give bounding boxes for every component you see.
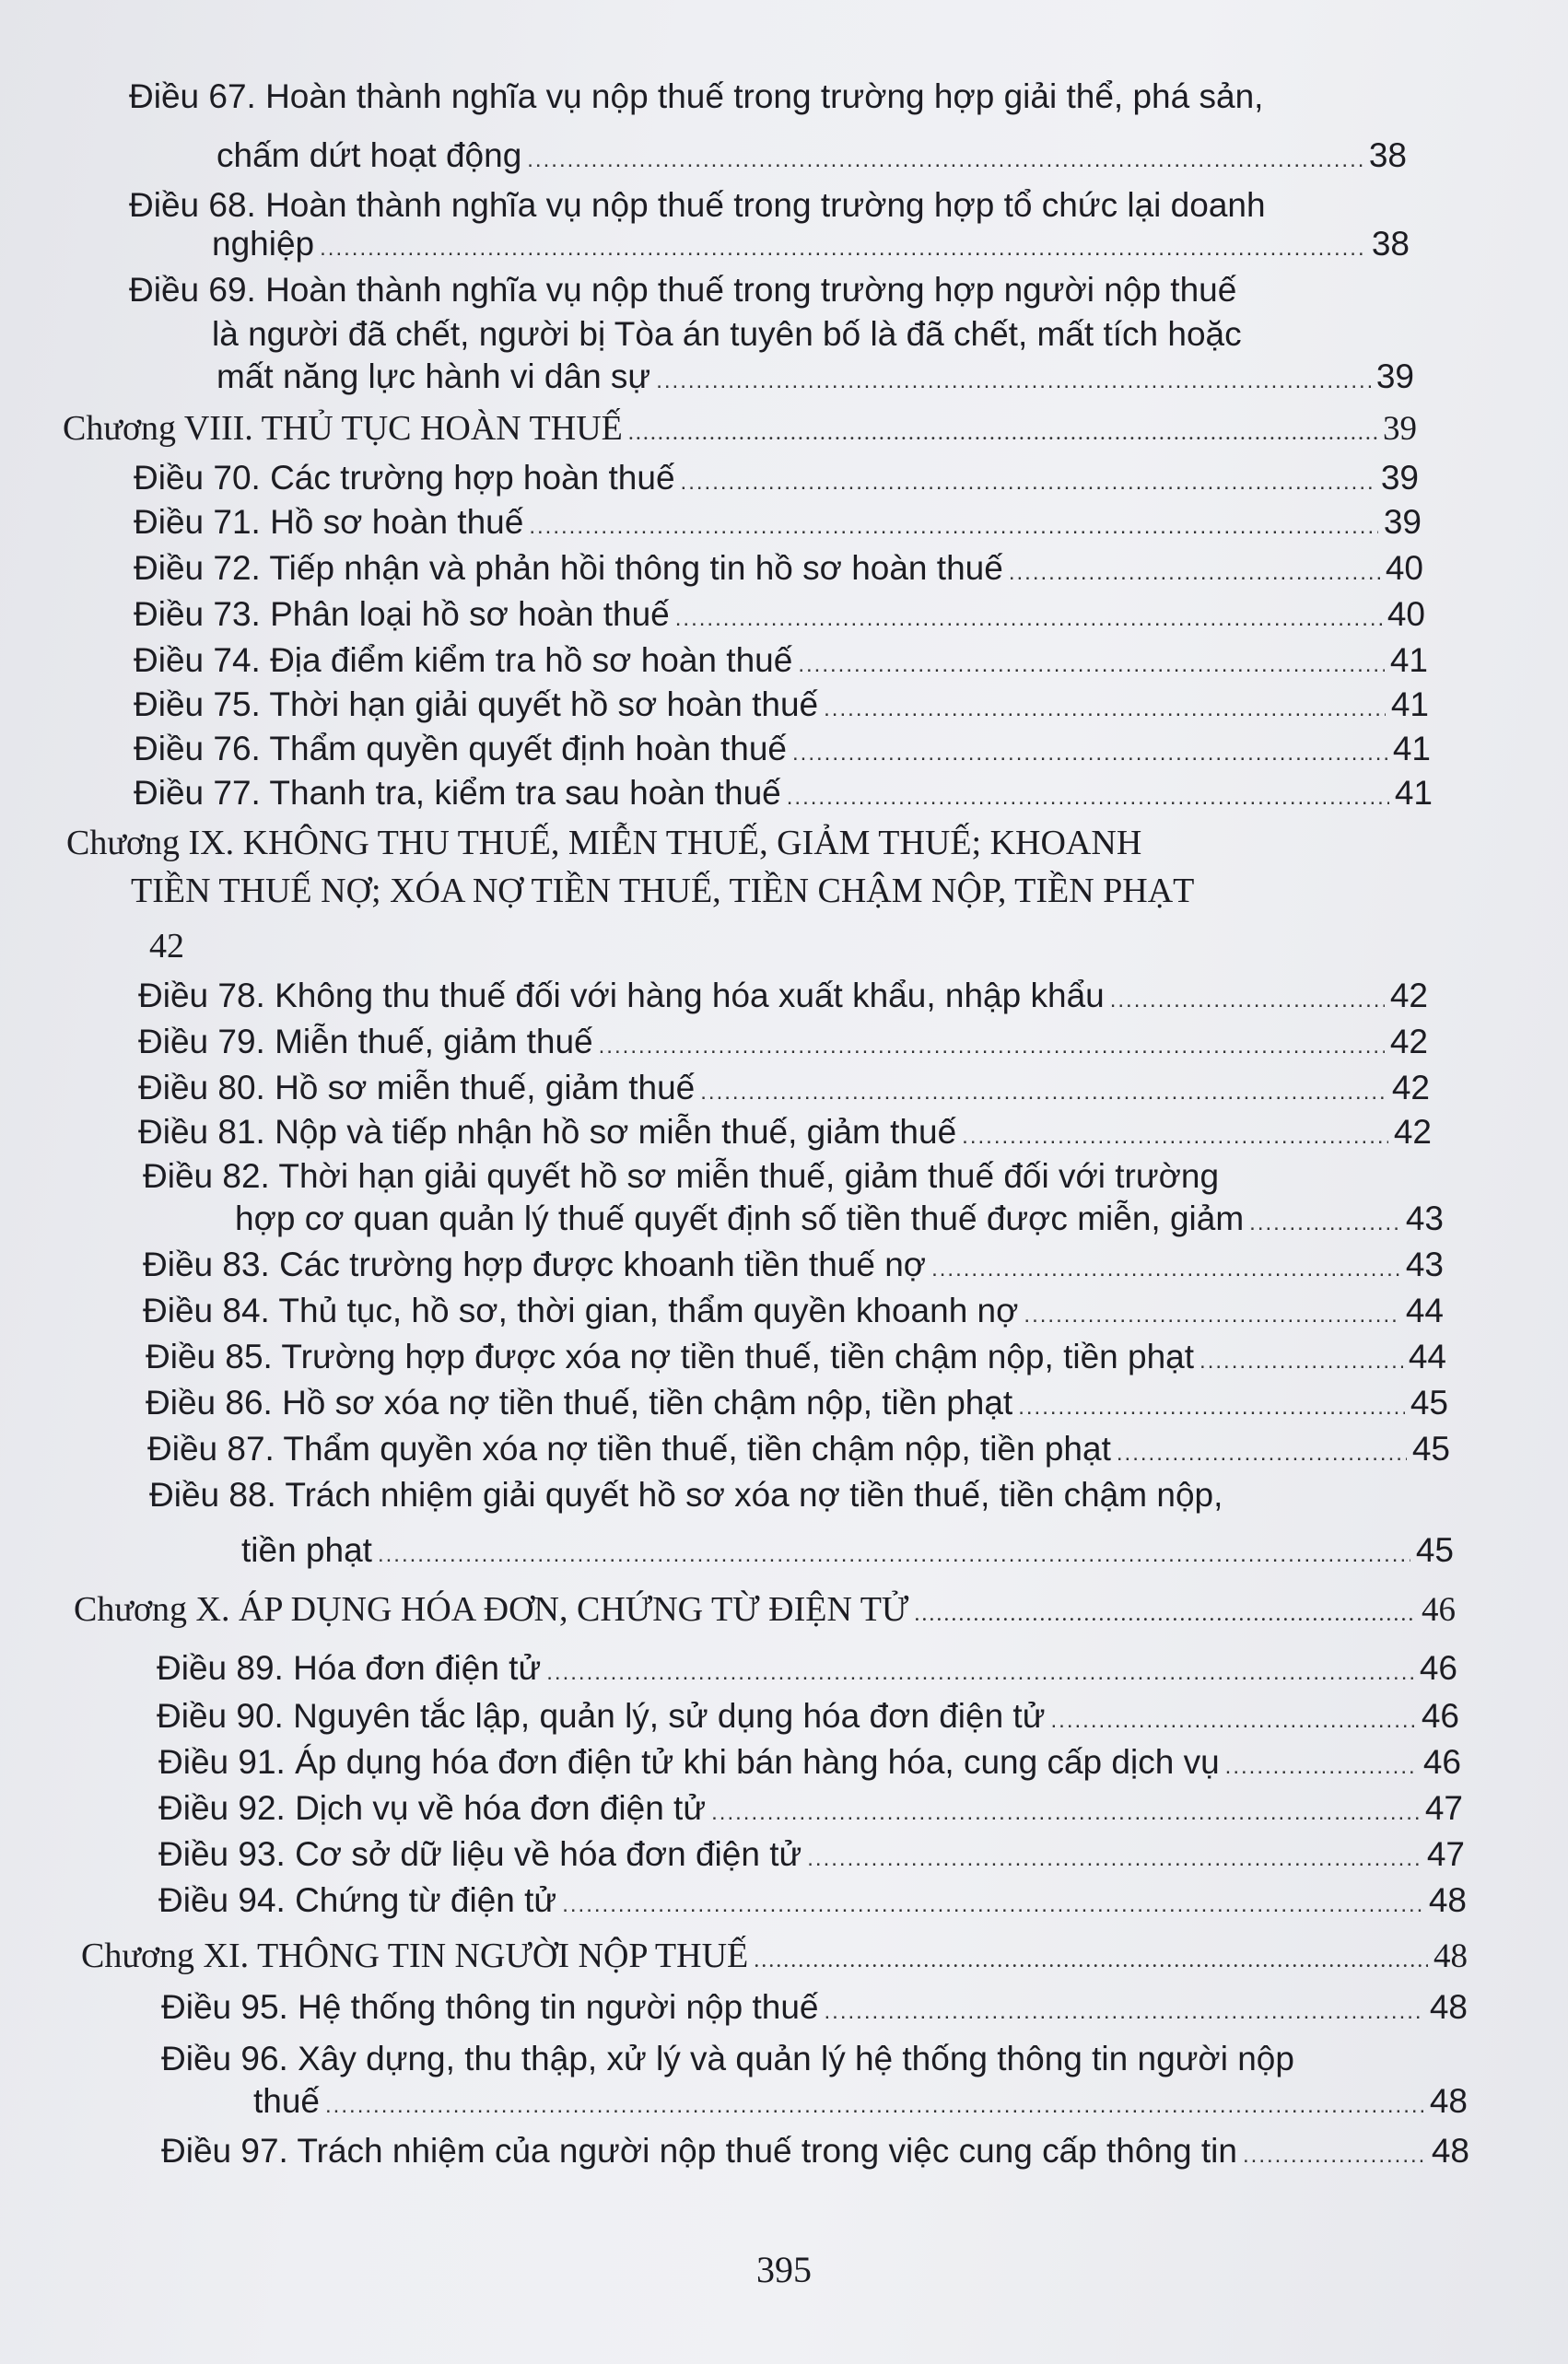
- toc-entry-text: Điều 76. Thẩm quyền quyết định hoàn thuế: [134, 730, 787, 767]
- dot-leader: [529, 506, 1378, 548]
- dot-leader: [675, 598, 1382, 640]
- toc-entry-text: Điều 85. Trường hợp được xóa nợ tiền thuế, tiền chậm nộp, tiền phạt: [146, 1338, 1195, 1375]
- toc-entry-text: Điều 77. Thanh tra, kiểm tra sau hoàn thuế: [134, 774, 781, 812]
- toc-entry-page: 41: [1394, 774, 1433, 812]
- toc-entry-page: 47: [1426, 1835, 1465, 1873]
- toc-entry: [146, 1336, 1446, 1383]
- chapter-title: Chương IX. KHÔNG THU THUẾ, MIỄN THUẾ, GIẢM THUẾ; KHOANH: [66, 824, 1142, 862]
- toc-entry: [134, 684, 1429, 731]
- chapter-title: Chương XI. THÔNG TIN NGƯỜI NỘP THUẾ: [81, 1937, 749, 1975]
- toc-entry-page: 42: [1389, 977, 1428, 1014]
- toc-entry-text: Điều 81. Nộp và tiếp nhận hồ sơ miễn thuế, giảm thuế: [138, 1113, 957, 1151]
- toc-entry-text: Điều 68. Hoàn thành nghĩa vụ nộp thuế trong trường hợp tổ chức lại doanh: [129, 186, 1266, 224]
- toc-entry-page: 43: [1405, 1246, 1444, 1283]
- toc-entry-page: 46: [1422, 1743, 1461, 1781]
- toc-entry-text: Điều 88. Trách nhiệm giải quyết hồ sơ xóa nợ tiền thuế, tiền chậm nộp,: [149, 1476, 1223, 1514]
- dot-leader: [700, 1071, 1387, 1114]
- chapter-page: 46: [1422, 1591, 1456, 1629]
- toc-entry: [134, 772, 1433, 819]
- dot-leader: [754, 1939, 1428, 1982]
- chapter-page: 42: [149, 927, 184, 965]
- dot-leader: [824, 688, 1386, 731]
- toc-entry-page: 42: [1389, 1023, 1428, 1060]
- toc-entry: [241, 1529, 1454, 1576]
- toc-entry: [138, 1067, 1430, 1114]
- toc-entry-text: Điều 80. Hồ sơ miễn thuế, giảm thuế: [138, 1069, 696, 1106]
- toc-entry: [143, 1244, 1444, 1291]
- toc-entry-page: 38: [1368, 136, 1407, 174]
- toc-entry-text: Điều 71. Hồ sơ hoàn thuế: [134, 503, 524, 541]
- toc-entry-page: 38: [1371, 225, 1410, 263]
- dot-leader: [325, 2085, 1424, 2127]
- dot-leader: [378, 1534, 1410, 1576]
- dot-leader: [628, 412, 1377, 454]
- toc-entry-text: Điều 74. Địa điểm kiểm tra hồ sơ hoàn thuế: [134, 641, 793, 679]
- dot-leader: [1199, 1340, 1403, 1383]
- toc-entry-page: 40: [1387, 595, 1425, 633]
- toc-entry-page: 41: [1390, 685, 1429, 723]
- dot-leader: [527, 139, 1363, 181]
- toc-entry: [138, 975, 1428, 1022]
- toc-entry: [149, 1474, 1384, 1516]
- toc-entry-page: 41: [1389, 641, 1428, 679]
- toc-entry: [134, 501, 1422, 548]
- toc-entry-text: Điều 96. Xây dựng, thu thập, xử lý và quản lý hệ thống thông tin người nộp: [161, 2040, 1294, 2077]
- toc-entry: [138, 1111, 1432, 1158]
- toc-entry-page: 39: [1375, 357, 1414, 395]
- toc-entry: [134, 547, 1423, 594]
- toc-entry-text: Điều 79. Miễn thuế, giảm thuế: [138, 1023, 593, 1060]
- dot-leader: [1225, 1746, 1418, 1788]
- chapter-heading: [149, 925, 333, 967]
- toc-entry-page: 48: [1431, 2132, 1469, 2170]
- dot-leader: [656, 360, 1371, 403]
- dot-leader: [1050, 1700, 1415, 1742]
- toc-entry-text: Điều 97. Trách nhiệm của người nộp thuế trong việc cung cấp thông tin: [161, 2132, 1237, 2170]
- toc-entry-text: hợp cơ quan quản lý thuế quyết định số tiền thuế được miễn, giảm: [235, 1200, 1245, 1237]
- toc-entry-page: 42: [1391, 1069, 1430, 1106]
- toc-entry-text: Điều 92. Dịch vụ về hóa đơn điện tử: [158, 1789, 707, 1827]
- toc-entry: [129, 269, 1382, 311]
- toc-entry-text: Điều 75. Thời hạn giải quyết hồ sơ hoàn thuế: [134, 685, 819, 723]
- toc-entry-page: 45: [1415, 1531, 1454, 1569]
- chapter-heading: [66, 822, 1375, 864]
- dot-leader: [320, 228, 1366, 270]
- toc-entry: [216, 135, 1407, 181]
- toc-entry-text: tiền phạt: [241, 1531, 372, 1569]
- dot-leader: [1018, 1387, 1405, 1429]
- toc-entry-text: Điều 94. Chứng từ điện tử: [158, 1881, 557, 1919]
- toc-entry-page: 48: [1428, 1881, 1467, 1919]
- toc-entry-page: 48: [1429, 1988, 1468, 2026]
- toc-entry: [134, 728, 1431, 775]
- toc-entry-text: Điều 82. Thời hạn giải quyết hồ sơ miễn thuế, giảm thuế đối với trường: [143, 1157, 1220, 1195]
- chapter-heading: [74, 1588, 1456, 1635]
- toc-entry-text: Điều 83. Các trường hợp được khoanh tiền thuế nợ: [143, 1246, 927, 1283]
- toc-entry: [143, 1155, 1340, 1198]
- dot-leader: [1110, 979, 1385, 1022]
- toc-entry: [158, 1879, 1467, 1926]
- toc-entry-text: Điều 89. Hóa đơn điện tử: [157, 1649, 542, 1687]
- toc-entry-text: Điều 73. Phân loại hồ sơ hoàn thuế: [134, 595, 670, 633]
- toc-entry-text: Điều 91. Áp dụng hóa đơn điện tử khi bán hàng hóa, cung cấp dịch vụ: [158, 1743, 1220, 1781]
- dot-leader: [599, 1025, 1385, 1068]
- toc-entry-text: Điều 70. Các trường hợp hoàn thuế: [134, 459, 675, 497]
- toc-entry-page: 44: [1408, 1338, 1446, 1375]
- toc-entry: [129, 76, 1382, 118]
- toc-entry: [134, 593, 1425, 640]
- toc-entry-page: 46: [1421, 1697, 1459, 1735]
- toc-entry-text: Điều 67. Hoàn thành nghĩa vụ nộp thuế trong trường hợp giải thể, phá sản,: [129, 77, 1264, 115]
- toc-entry: [147, 1428, 1450, 1475]
- toc-entry-page: 43: [1405, 1200, 1444, 1237]
- toc-entry-text: Điều 86. Hồ sơ xóa nợ tiền thuế, tiền chậm nộp, tiền phạt: [146, 1384, 1013, 1422]
- toc-entry-page: 44: [1405, 1292, 1444, 1329]
- toc-entry-text: mất năng lực hành vi dân sự: [216, 357, 651, 395]
- dot-leader: [798, 644, 1385, 686]
- chapter-page: 39: [1383, 410, 1417, 448]
- toc-entry: [161, 1992, 1414, 2077]
- chapter-heading: [63, 407, 1417, 454]
- dot-leader: [1243, 2135, 1426, 2177]
- toc-entry: [235, 1198, 1444, 1245]
- toc-entry-page: 39: [1380, 459, 1419, 497]
- toc-entry: [138, 1021, 1428, 1068]
- page-number: 395: [756, 2249, 812, 2290]
- toc-entry-page: 45: [1410, 1384, 1448, 1422]
- toc-entry-text: là người đã chết, người bị Tòa án tuyên bố là đã chết, mất tích hoặc: [212, 315, 1242, 353]
- chapter-heading: [81, 1935, 1468, 1982]
- dot-leader: [807, 1838, 1422, 1880]
- chapter-heading: [131, 870, 1393, 912]
- dot-leader: [787, 777, 1389, 819]
- toc-entry: [143, 1290, 1444, 1337]
- chapter-title: Chương VIII. THỦ TỤC HOÀN THUẾ: [63, 409, 623, 448]
- toc-entry-page: 40: [1385, 549, 1423, 587]
- toc-entry: [157, 1695, 1459, 1742]
- toc-entry: [134, 457, 1419, 504]
- toc-entry: [158, 1787, 1463, 1834]
- toc-entry: [157, 1647, 1457, 1694]
- toc-entry: [158, 1741, 1461, 1788]
- toc-entry: [146, 1382, 1448, 1429]
- toc-entry: [212, 223, 1410, 270]
- chapter-title: TIỀN THUẾ NỢ; XÓA NỢ TIỀN THUẾ, TIỀN CHẬM NỘP, TIỀN PHẠT: [131, 872, 1195, 910]
- toc-entry-text: Điều 87. Thẩm quyền xóa nợ tiền thuế, tiền chậm nộp, tiền phạt: [147, 1430, 1111, 1468]
- toc-entry: [161, 2130, 1469, 2177]
- chapter-title: Chương X. ÁP DỤNG HÓA ĐƠN, CHỨNG TỪ ĐIỆN TỬ: [74, 1590, 909, 1629]
- toc-entry-page: 46: [1419, 1649, 1457, 1687]
- toc-entry-text: Điều 78. Không thu thuế đối với hàng hóa xuất khẩu, nhập khẩu: [138, 977, 1105, 1014]
- dot-leader: [1009, 552, 1380, 594]
- dot-leader: [962, 1116, 1388, 1158]
- toc-entry-page: 47: [1424, 1789, 1463, 1827]
- toc-entry-text: Điều 90. Nguyên tắc lập, quản lý, sử dụng hóa đơn điện tử: [157, 1697, 1046, 1735]
- toc-entry: [129, 184, 1382, 227]
- toc-entry-text: Điều 69. Hoàn thành nghĩa vụ nộp thuế trong trường hợp người nộp thuế: [129, 271, 1237, 309]
- toc-entry-text: Điều 72. Tiếp nhận và phản hồi thông tin hồ sơ hoàn thuế: [134, 549, 1003, 587]
- dot-leader: [562, 1884, 1423, 1926]
- toc-entry-text: Điều 93. Cơ sở dữ liệu về hóa đơn điện tử: [158, 1835, 802, 1873]
- toc-entry: [212, 313, 1410, 356]
- dot-leader: [711, 1792, 1420, 1834]
- toc-entry-text: nghiệp: [212, 225, 315, 263]
- dot-leader: [546, 1652, 1414, 1694]
- toc-entry-text: Điều 95. Hệ thống thông tin người nộp thuế: [161, 1988, 819, 2026]
- dot-leader: [1117, 1433, 1407, 1475]
- toc-entry-page: 42: [1393, 1113, 1432, 1151]
- dot-leader: [1024, 1294, 1399, 1337]
- dot-leader: [1249, 1202, 1400, 1245]
- toc-entry: [216, 356, 1414, 403]
- dot-leader: [681, 462, 1375, 504]
- dot-leader: [792, 732, 1387, 775]
- toc-entry-text: Điều 84. Thủ tục, hồ sơ, thời gian, thẩm quyền khoanh nợ: [143, 1292, 1019, 1329]
- chapter-page: 48: [1433, 1937, 1468, 1975]
- toc-entry: [134, 639, 1428, 686]
- toc-entry: [158, 1833, 1465, 1880]
- dot-leader: [931, 1248, 1400, 1291]
- toc-entry: [253, 2080, 1468, 2127]
- toc-entry-page: 48: [1429, 2082, 1468, 2120]
- toc-entry-page: 39: [1383, 503, 1422, 541]
- toc-entry-page: 45: [1411, 1430, 1450, 1468]
- toc-entry-page: 41: [1392, 730, 1431, 767]
- toc-entry-text: thuế: [253, 2082, 321, 2120]
- toc-entry-text: chấm dứt hoạt động: [216, 136, 522, 174]
- dot-leader: [914, 1593, 1416, 1635]
